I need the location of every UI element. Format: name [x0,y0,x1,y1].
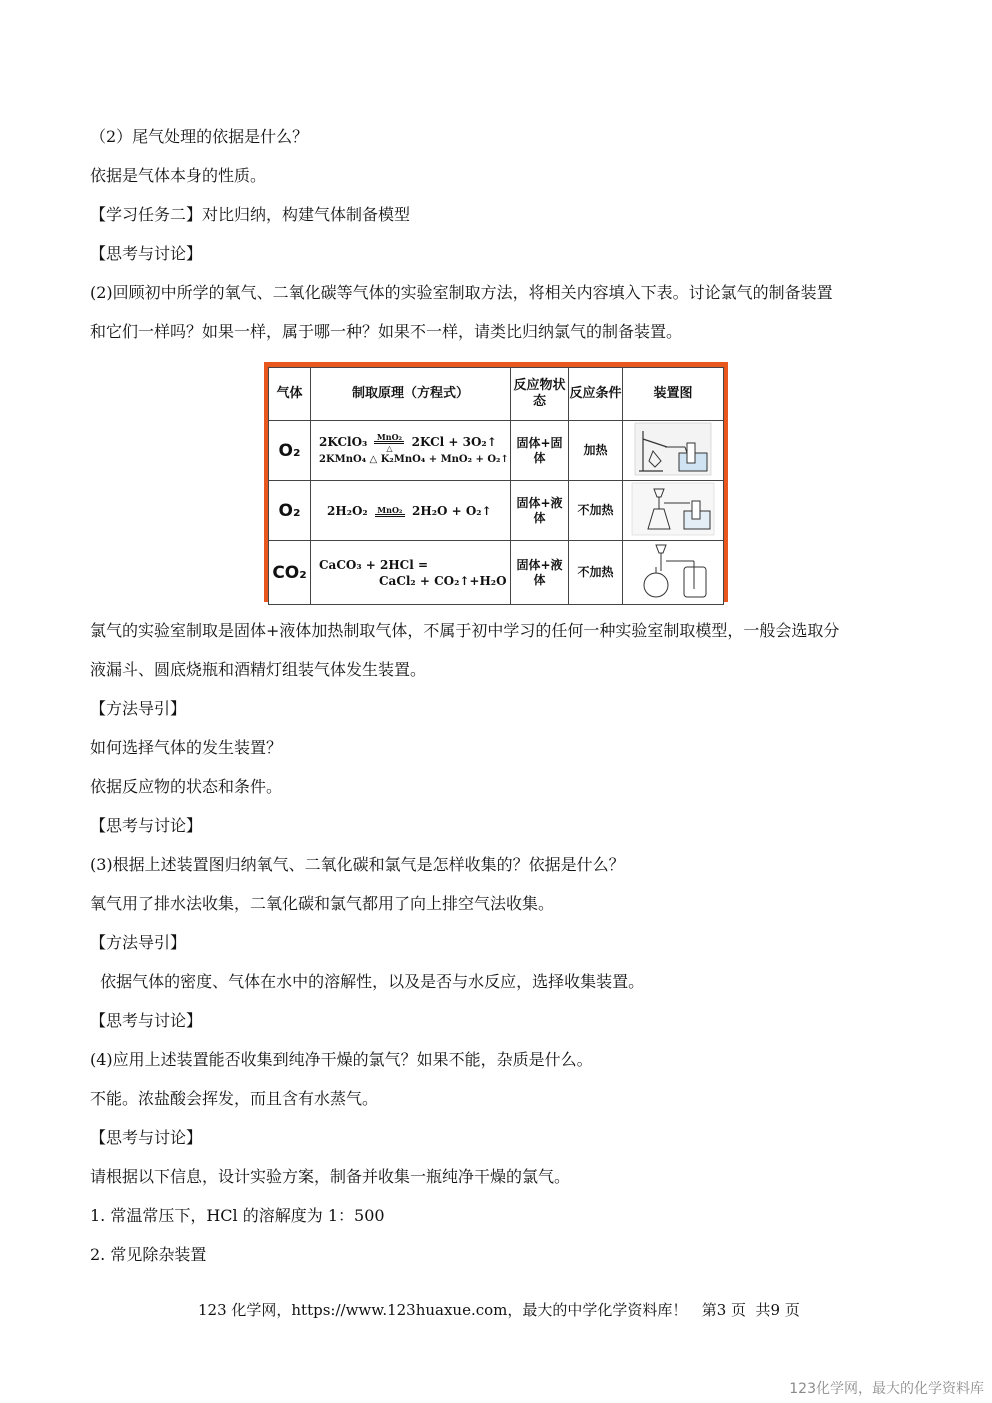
equation-2: 2KMnO₄ △ K₂MnO₄ + MnO₂ + O₂↑ [319,454,509,465]
discussion-heading: 【思考与讨论】 [90,1011,203,1030]
gas-cell: O₂ [269,421,311,481]
apparatus-cell [623,481,724,541]
info-item-1: 1. 常温常压下，HCl 的溶解度为 1：500 [90,1206,385,1225]
gas-preparation-table [264,362,728,602]
equation-1: CaCO₃ + 2HCl = [319,557,429,572]
catalyst-arrow [375,506,405,517]
state-cell: 固体+液体 [511,541,569,605]
apparatus-cell [623,421,724,481]
state-cell: 固体+液体 [511,481,569,541]
paragraph-line-1: 氯气的实验室制取是固体+液体加热制取气体，不属于初中学习的任何一种实验室制取模型，一般会选取分 [90,621,840,640]
question-4: (4)应用上述装置能否收集到纯净干燥的氯气？如果不能，杂质是什么。 [90,1050,593,1069]
header-state: 反应物状态 [511,368,569,421]
section-heading: 【学习任务二】对比归纳，构建气体制备模型 [90,205,411,224]
table-row [269,541,724,605]
watermark: 123化学网，最大的化学资料库 [789,1381,984,1397]
line-question: 如何选择气体的发生装置？ [90,738,283,757]
table-row [269,481,724,541]
question-2-line-2: 和它们一样吗？如果一样，属于哪一种？如果不一样，请类比归纳氯气的制备装置。 [90,322,683,341]
state-cell: 固体+固体 [511,421,569,481]
discussion-heading: 【思考与讨论】 [90,1128,203,1147]
condition-cell: 加热 [569,421,623,481]
equation-left: 2KClO₃ [319,435,368,449]
header-apparatus: 装置图 [623,368,724,421]
line-1: （2）尾气处理的依据是什么？ [90,127,309,146]
flask-funnel-apparatus-icon [630,481,716,537]
header-condition: 反应条件 [569,368,623,421]
question-2-line-1: (2)回顾初中所学的氧气、二氧化碳等气体的实验室制取方法，将相关内容填入下表。讨论氯气的制备装置 [90,283,833,302]
heating-apparatus-icon [633,421,713,477]
gas-cell: CO₂ [269,541,311,605]
equation-right: 2H₂O + O₂↑ [412,503,492,518]
page-footer: 123 化学网，https://www.123huaxue.com，最大的中学化学资料库！ 第3 页 共9 页 [198,1301,800,1319]
question-3: (3)根据上述装置图归纳氧气、二氧化碳和氯气是怎样收集的？依据是什么？ [90,855,625,874]
table-header-row [269,368,724,421]
apparatus-cell [623,541,724,605]
equation-cell [311,421,511,481]
equation-left: 2H₂O₂ [327,503,368,518]
line-answer: 依据反应物的状态和条件。 [90,777,283,796]
gas-cell: O₂ [269,481,311,541]
flask-bottle-apparatus-icon [630,541,716,601]
table-row [269,421,724,481]
answer-4: 不能。浓盐酸会挥发，而且含有水蒸气。 [90,1089,379,1108]
method-text: 依据气体的密度、气体在水中的溶解性，以及是否与水反应，选择收集装置。 [90,972,645,991]
discussion-heading: 【思考与讨论】 [90,244,203,263]
method-heading: 【方法导引】 [90,699,187,718]
header-gas: 气体 [269,368,311,421]
equation-cell [311,481,511,541]
header-principle: 制取原理（方程式） [311,368,511,421]
answer-3: 氧气用了排水法收集，二氧化碳和氯气都用了向上排空气法收集。 [90,894,555,913]
condition-cell: 不加热 [569,541,623,605]
catalyst-label: MnO₂ [376,432,403,442]
gas-table [268,367,724,605]
equation-cell [311,541,511,605]
method-heading: 【方法导引】 [90,933,187,952]
equation-right: 2KCl + 3O₂↑ [411,435,497,449]
discussion-heading: 【思考与讨论】 [90,816,203,835]
catalyst-arrow: MnO₂ △ [374,433,404,452]
catalyst-label: MnO₂ [377,504,403,515]
line-2: 依据是气体本身的性质。 [90,166,267,185]
condition-cell: 不加热 [569,481,623,541]
info-item-2: 2. 常见除杂装置 [90,1245,207,1264]
paragraph-line-2: 液漏斗、圆底烧瓶和酒精灯组装气体发生装置。 [90,660,427,679]
equation-2: CaCl₂ + CO₂↑+H₂O [379,573,507,588]
task-text: 请根据以下信息，设计实验方案，制备并收集一瓶纯净干燥的氯气。 [90,1167,571,1186]
